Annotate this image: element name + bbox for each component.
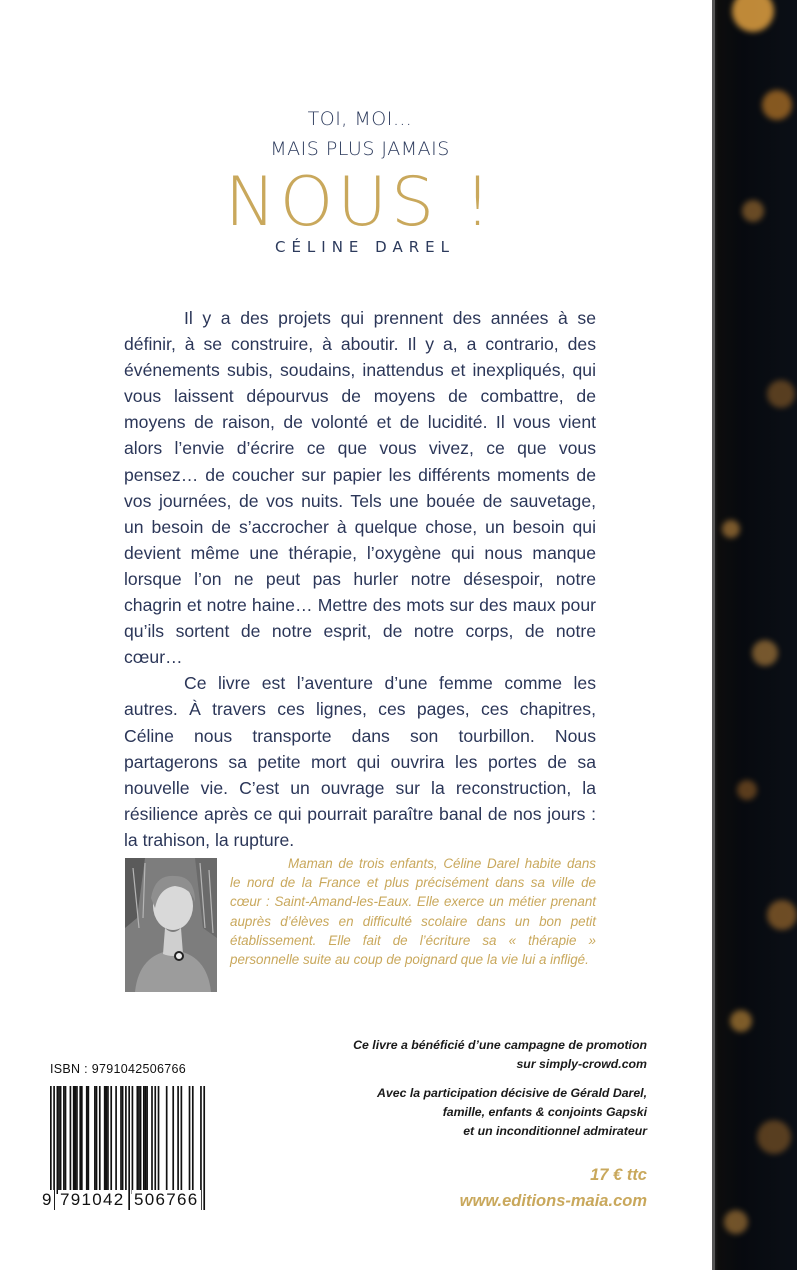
barcode-bar: [192, 1086, 194, 1194]
barcode-bar: [76, 1086, 78, 1194]
barcode-digits-left: 791042: [60, 1190, 125, 1209]
author-name: CÉLINE DAREL: [274, 238, 455, 256]
promo-line-3: Avec la participation décisive de Gérald Darel,: [377, 1086, 647, 1100]
barcode-bar: [122, 1086, 124, 1194]
title-line-1: TOI, MOI…: [307, 108, 413, 130]
barcode-bar: [63, 1086, 65, 1194]
barcode-bar: [120, 1086, 122, 1194]
bio-text: Maman de trois enfants, Céline Darel habite dans le nord de la France et plus précisément dans sa ville de cœur : Saint-Amand-les-Eaux. Elle exerce un métier prenant auprès d’élèves en difficulté scolaire dans un bon petit établissement. Elle fait de l’écriture sa « thérapie » personnelle suite au coup de poignard que la vie lui a infligé.: [230, 856, 596, 968]
barcode-bar: [79, 1086, 81, 1194]
book-summary: [124, 305, 596, 853]
summary-paragraph-2: Ce livre est l’aventure d’une femme comme les autres. À travers ces lignes, ces pages, ces chapitres, Céline nous transporte dans son tourbillon. Nous partagerons sa petite mort qui ouvrira les portes de sa nouvelle vie. C’est un ouvrage sur la reconstruction, la résilience après ce qui pourrait paraître banal de nos jours : la trahison, la rupture.: [124, 673, 596, 850]
barcode-bar: [177, 1086, 179, 1194]
barcode-bar: [189, 1086, 191, 1194]
price-block: [380, 1162, 647, 1214]
title-line-2: MAIS PLUS JAMAIS: [270, 138, 450, 160]
barcode-bar: [151, 1086, 153, 1194]
barcode-bar: [154, 1086, 156, 1194]
barcode-digit-first: 9: [42, 1190, 53, 1209]
promo-line-2: sur simply-crowd.com: [516, 1057, 647, 1071]
barcode-bar: [74, 1086, 76, 1194]
barcode-bar: [86, 1086, 88, 1194]
isbn-label: ISBN : 9791042506766: [50, 1062, 186, 1076]
publisher-website: www.editions-maia.com: [459, 1192, 647, 1210]
author-portrait-icon: [125, 858, 217, 992]
barcode-bar: [94, 1086, 96, 1194]
promo-line-5: et un inconditionnel admirateur: [463, 1124, 647, 1138]
barcode-bar: [132, 1086, 134, 1194]
promo-line-4: famille, enfants & conjoints Gapski: [442, 1105, 647, 1119]
barcode-bar: [140, 1086, 142, 1194]
barcode-bar: [57, 1086, 59, 1194]
barcode-bar: [158, 1086, 160, 1194]
summary-paragraph-1: Il y a des projets qui prennent des années à se définir, à se construire, à aboutir. Il y a, a contrario, des événements subis, soudains, inattendus et inexpliqués, qui vous laissent dépourvus de moyens de combattre, de moyens de raison, de volonté et de lucidité. Il vous vient alors l’envie d’écrire ce que vous vivez, ce que vous pensez… de coucher sur papier les différents moments de vos journées, de vos nuits. Tels une bouée de sauvetage, un besoin de s’accrocher à quelque chose, un besoin qui devient même une thérapie, l’oxygène qui nous manque lorsque l’on ne peut pas hurler notre désespoir, notre chagrin et notre haine… Mettre des mots sur des maux pour qu’ils sortent de notre esprit, de notre corps, de notre cœur…: [124, 308, 596, 668]
promotion-block: [300, 1036, 647, 1151]
barcode-bar: [81, 1086, 83, 1194]
barcode-bar: [70, 1086, 72, 1194]
book-title: NOUS !: [224, 163, 496, 242]
barcode-bar: [115, 1086, 117, 1194]
barcode-bar: [146, 1086, 148, 1194]
title-block: [200, 104, 520, 256]
barcode-bar: [107, 1086, 109, 1194]
barcode-bar: [99, 1086, 101, 1194]
book-spine: [712, 0, 797, 1270]
barcode-bar: [60, 1086, 62, 1194]
barcode-bar: [181, 1086, 183, 1194]
barcode-bar: [96, 1086, 98, 1194]
promo-line-1: Ce livre a bénéficié d’une campagne de promotion: [353, 1038, 647, 1052]
author-photo: [125, 858, 217, 992]
barcode-bar: [88, 1086, 90, 1194]
barcode-bar: [110, 1086, 112, 1194]
barcode-digits-right: 506766: [134, 1190, 199, 1209]
barcode-bar: [145, 1086, 147, 1194]
barcode-bar: [58, 1086, 60, 1194]
barcode-bar: [136, 1086, 138, 1194]
barcode-bar: [65, 1086, 67, 1194]
barcode-bar: [172, 1086, 174, 1194]
barcode-bar: [138, 1086, 140, 1194]
barcode-bar: [143, 1086, 145, 1194]
barcode-bar: [104, 1086, 106, 1194]
barcode-bar: [73, 1086, 75, 1194]
barcode-bar: [166, 1086, 168, 1194]
price: 17 € ttc: [590, 1166, 647, 1184]
barcode-bar: [105, 1086, 107, 1194]
author-bio: [230, 854, 596, 969]
barcode-digits: [42, 1188, 207, 1214]
